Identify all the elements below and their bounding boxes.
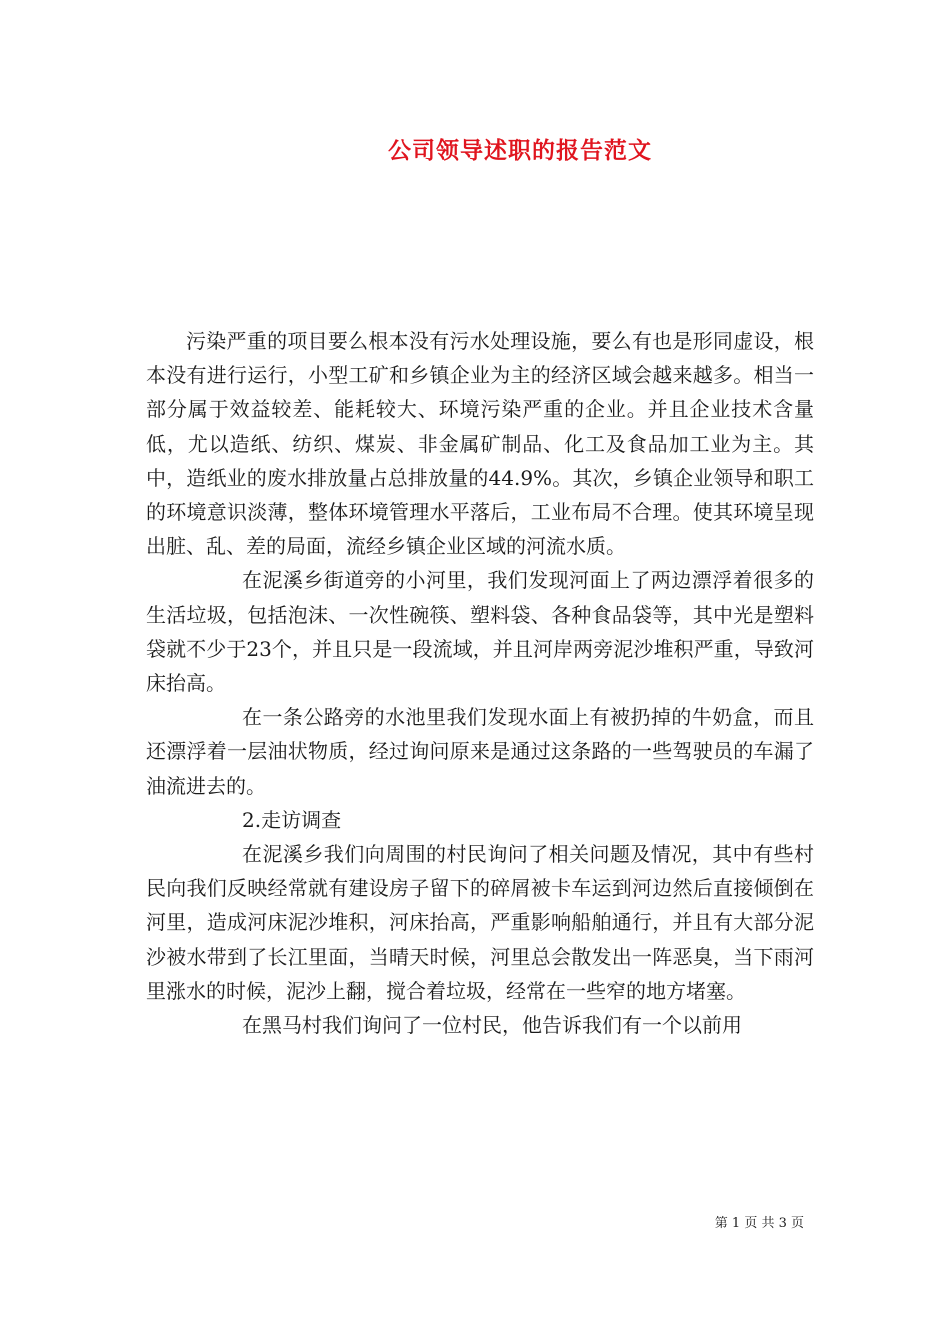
section-heading-interview: 2.走访调查 xyxy=(242,807,342,832)
paragraph-heima-village: 在黑马村我们询问了一位村民，他告诉我们有一个以前用 xyxy=(242,1013,742,1038)
paragraph-villager-reports: 在泥溪乡我们向周围的村民询问了相关问题及情况，其中有些村民向我们反映经常就有建设房子留下的碎屑被卡车运到河边然后直接倾倒在河里，造成河床泥沙堆积，河床抬高，严重影响船舶通行，并且有大部分泥沙被水带到了长江里面，当晴天时候，河里总会散发出一阵恶臭，当下雨河里涨水的时候，泥沙上翻，搅合着垃圾，经常在一些窄的地方堵塞。 xyxy=(146,842,814,1003)
document-body xyxy=(146,324,814,1042)
page-number-footer: 第 1 页 共 3 页 xyxy=(714,1216,804,1231)
paragraph-roadside-pool: 在一条公路旁的水池里我们发现水面上有被扔掉的牛奶盒，而且还漂浮着一层油状物质，经过询问原来是通过这条路的一些驾驶员的车漏了油流进去的。 xyxy=(146,705,814,798)
paragraph-nixi-river: 在泥溪乡街道旁的小河里，我们发现河面上了两边漂浮着很多的生活垃圾，包括泡沫、一次性碗筷、塑料袋、各种食品袋等，其中光是塑料袋就不少于23个，并且只是一段流域，并且河岸两旁泥沙堆积严重，导致河床抬高。 xyxy=(146,568,814,696)
paragraph-pollution-overview: 污染严重的项目要么根本没有污水处理设施，要么有也是形同虚设，根本没有进行运行，小型工矿和乡镇企业为主的经济区域会越来越多。相当一部分属于效益较差、能耗较大、环境污染严重的企业。并且企业技术含量低，尤以造纸、纺织、煤炭、非金属矿制品、化工及食品加工业为主。其中，造纸业的废水排放量占总排放量的44.9%。其次，乡镇企业领导和职工的环境意识淡薄，整体环境管理水平落后，工业布局不合理。使其环境呈现出脏、乱、差的局面，流经乡镇企业区域的河流水质。 xyxy=(146,329,814,559)
document-title: 公司领导述职的报告范文 xyxy=(388,137,652,164)
